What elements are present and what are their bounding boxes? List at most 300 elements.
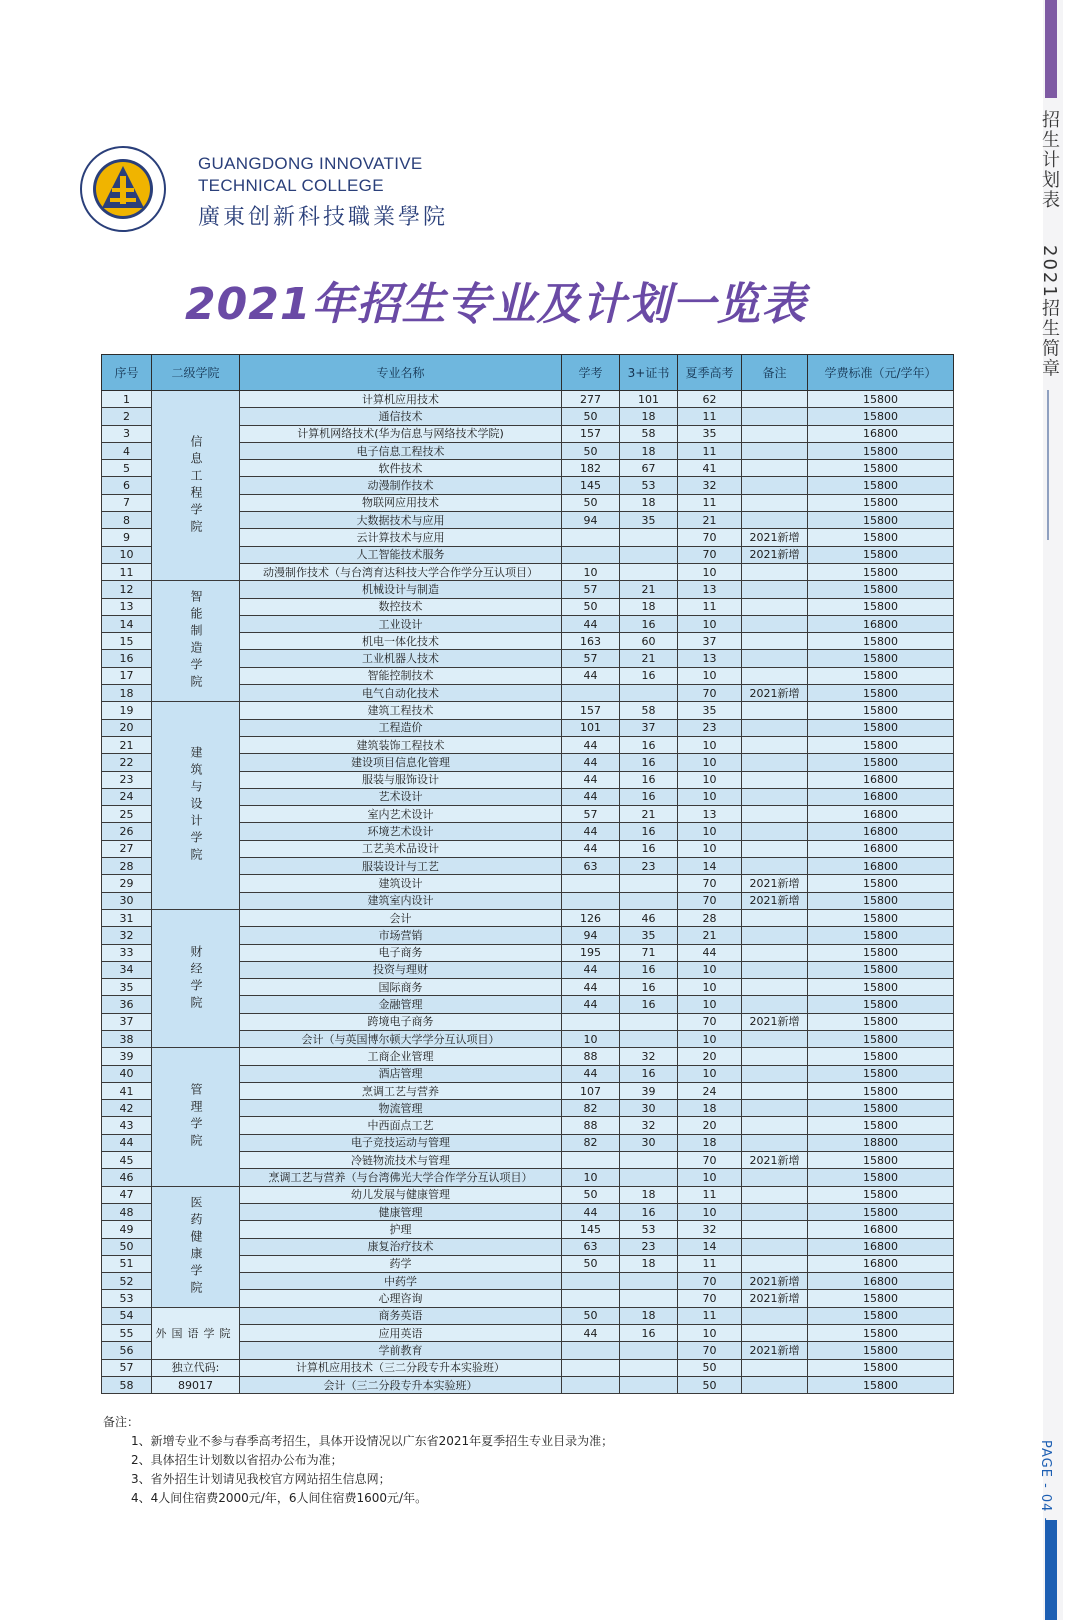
summer-count: 50	[678, 1359, 742, 1376]
row-index: 45	[102, 1152, 152, 1169]
row-index: 32	[102, 927, 152, 944]
cert-count: 60	[620, 633, 678, 650]
tuition: 18800	[808, 1134, 954, 1151]
cert-count: 18	[620, 408, 678, 425]
remark	[742, 1359, 808, 1376]
major-name: 学前教育	[240, 1342, 562, 1359]
major-name: 工程造价	[240, 719, 562, 736]
row-index: 28	[102, 858, 152, 875]
row-index: 35	[102, 979, 152, 996]
cert-count	[620, 892, 678, 909]
summer-count: 44	[678, 944, 742, 961]
side-accent-bar-top	[1045, 0, 1057, 98]
row-index: 20	[102, 719, 152, 736]
major-name: 建筑装饰工程技术	[240, 736, 562, 753]
major-name: 健康管理	[240, 1203, 562, 1220]
cert-count: 53	[620, 477, 678, 494]
row-index: 36	[102, 996, 152, 1013]
major-name: 物流管理	[240, 1100, 562, 1117]
xuekao-count	[562, 1013, 620, 1030]
row-index: 7	[102, 494, 152, 511]
remark	[742, 1221, 808, 1238]
xuekao-count	[562, 1376, 620, 1393]
cert-count	[620, 875, 678, 892]
tuition: 15800	[808, 512, 954, 529]
xuekao-count: 44	[562, 823, 620, 840]
cert-count: 18	[620, 598, 678, 615]
row-index: 29	[102, 875, 152, 892]
side-title-plan: 招生计划表	[1039, 110, 1060, 210]
tuition: 15800	[808, 685, 954, 702]
row-index: 40	[102, 1065, 152, 1082]
remark	[742, 1203, 808, 1220]
major-name: 智能控制技术	[240, 667, 562, 684]
xuekao-count: 44	[562, 788, 620, 805]
summer-count: 20	[678, 1117, 742, 1134]
cert-count	[620, 1342, 678, 1359]
major-name: 应用英语	[240, 1325, 562, 1342]
enrollment-plan-table	[101, 354, 954, 1394]
tuition: 15800	[808, 996, 954, 1013]
xuekao-count: 57	[562, 650, 620, 667]
xuekao-count: 44	[562, 667, 620, 684]
remark	[742, 754, 808, 771]
tuition: 15800	[808, 1325, 954, 1342]
cert-count: 23	[620, 1238, 678, 1255]
row-index: 49	[102, 1221, 152, 1238]
table-row	[102, 391, 954, 408]
major-name: 计算机应用技术	[240, 391, 562, 408]
major-name: 会计（与英国博尔顿大学学分互认项目）	[240, 1030, 562, 1047]
remark	[742, 788, 808, 805]
row-index: 14	[102, 615, 152, 632]
xuekao-count	[562, 1342, 620, 1359]
xuekao-count	[562, 529, 620, 546]
summer-count: 70	[678, 1290, 742, 1307]
xuekao-count: 44	[562, 961, 620, 978]
xuekao-count: 57	[562, 806, 620, 823]
remark	[742, 512, 808, 529]
summer-count: 10	[678, 615, 742, 632]
xuekao-count: 63	[562, 858, 620, 875]
row-index: 17	[102, 667, 152, 684]
summer-count: 23	[678, 719, 742, 736]
remark	[742, 391, 808, 408]
row-index: 10	[102, 546, 152, 563]
notes-title: 备注：	[103, 1415, 140, 1429]
header-tuition: 学费标准（元/学年）	[808, 355, 954, 391]
cert-count: 53	[620, 1221, 678, 1238]
college-name-cn: 廣東创新科技職業學院	[198, 205, 449, 230]
summer-count: 10	[678, 1203, 742, 1220]
major-name: 酒店管理	[240, 1065, 562, 1082]
major-name: 药学	[240, 1255, 562, 1272]
row-index: 6	[102, 477, 152, 494]
cert-count: 16	[620, 1325, 678, 1342]
cert-count	[620, 1376, 678, 1393]
remark	[742, 425, 808, 442]
summer-count: 18	[678, 1134, 742, 1151]
major-name: 会计	[240, 909, 562, 926]
summer-count: 70	[678, 529, 742, 546]
code-value: 89017	[152, 1376, 240, 1393]
row-index: 37	[102, 1013, 152, 1030]
cert-count	[620, 685, 678, 702]
row-index: 18	[102, 685, 152, 702]
major-name: 数控技术	[240, 598, 562, 615]
major-name: 机械设计与制造	[240, 581, 562, 598]
major-name: 会计（三二分段专升本实验班）	[240, 1376, 562, 1393]
remark	[742, 442, 808, 459]
summer-count: 11	[678, 494, 742, 511]
summer-count: 13	[678, 650, 742, 667]
cert-count: 16	[620, 1065, 678, 1082]
tuition: 15800	[808, 1013, 954, 1030]
college-name: 信息工程学院	[152, 391, 240, 581]
row-index: 22	[102, 754, 152, 771]
cert-count: 16	[620, 771, 678, 788]
cert-count: 21	[620, 581, 678, 598]
table-row	[102, 909, 954, 926]
summer-count: 70	[678, 685, 742, 702]
summer-count: 10	[678, 736, 742, 753]
remark	[742, 719, 808, 736]
xuekao-count: 50	[562, 442, 620, 459]
row-index: 43	[102, 1117, 152, 1134]
cert-count: 18	[620, 1186, 678, 1203]
row-index: 58	[102, 1376, 152, 1393]
row-index: 47	[102, 1186, 152, 1203]
tuition: 15800	[808, 581, 954, 598]
cert-count: 16	[620, 736, 678, 753]
cert-count	[620, 1030, 678, 1047]
remark	[742, 1255, 808, 1272]
summer-count: 10	[678, 1065, 742, 1082]
cert-count: 35	[620, 512, 678, 529]
row-index: 9	[102, 529, 152, 546]
summer-count: 35	[678, 425, 742, 442]
cert-count: 46	[620, 909, 678, 926]
major-name: 物联网应用技术	[240, 494, 562, 511]
cert-count	[620, 529, 678, 546]
side-accent-bar-bottom	[1045, 1520, 1057, 1620]
major-name: 动漫制作技术	[240, 477, 562, 494]
summer-count: 10	[678, 788, 742, 805]
tuition: 15800	[808, 667, 954, 684]
row-index: 30	[102, 892, 152, 909]
table-row	[102, 1376, 954, 1393]
xuekao-count: 44	[562, 1065, 620, 1082]
summer-count: 24	[678, 1082, 742, 1099]
major-name: 康复治疗技术	[240, 1238, 562, 1255]
page-number: PAGE - 04 -	[1038, 1440, 1053, 1524]
row-index: 54	[102, 1307, 152, 1324]
cert-count: 16	[620, 1203, 678, 1220]
row-index: 16	[102, 650, 152, 667]
xuekao-count: 145	[562, 1221, 620, 1238]
summer-count: 11	[678, 1186, 742, 1203]
table-header-row	[102, 355, 954, 391]
xuekao-count: 50	[562, 1255, 620, 1272]
xuekao-count: 44	[562, 1325, 620, 1342]
tuition: 15800	[808, 546, 954, 563]
remark	[742, 633, 808, 650]
summer-count: 10	[678, 754, 742, 771]
major-name: 商务英语	[240, 1307, 562, 1324]
tuition: 15800	[808, 1117, 954, 1134]
row-index: 56	[102, 1342, 152, 1359]
major-name: 市场营销	[240, 927, 562, 944]
major-name: 中药学	[240, 1273, 562, 1290]
major-name: 电子竞技运动与管理	[240, 1134, 562, 1151]
header-remark: 备注	[742, 355, 808, 391]
row-index: 55	[102, 1325, 152, 1342]
cert-count: 30	[620, 1134, 678, 1151]
tuition: 16800	[808, 1238, 954, 1255]
xuekao-count	[562, 1359, 620, 1376]
cert-count: 18	[620, 1255, 678, 1272]
remark: 2021新增	[742, 1273, 808, 1290]
remark	[742, 650, 808, 667]
college-name: 医药健康学院	[152, 1186, 240, 1307]
tuition: 16800	[808, 806, 954, 823]
summer-count: 11	[678, 1307, 742, 1324]
remark	[742, 581, 808, 598]
cert-count: 16	[620, 840, 678, 857]
xuekao-count: 101	[562, 719, 620, 736]
remark	[742, 460, 808, 477]
remark	[742, 858, 808, 875]
remark	[742, 823, 808, 840]
tuition: 15800	[808, 460, 954, 477]
cert-count: 16	[620, 667, 678, 684]
xuekao-count: 44	[562, 840, 620, 857]
xuekao-count: 82	[562, 1134, 620, 1151]
remark: 2021新增	[742, 1152, 808, 1169]
summer-count: 13	[678, 806, 742, 823]
row-index: 15	[102, 633, 152, 650]
tuition: 15800	[808, 633, 954, 650]
row-index: 39	[102, 1048, 152, 1065]
xuekao-count: 10	[562, 563, 620, 580]
tuition: 15800	[808, 719, 954, 736]
row-index: 5	[102, 460, 152, 477]
major-name: 冷链物流技术与管理	[240, 1152, 562, 1169]
major-name: 电子信息工程技术	[240, 442, 562, 459]
tuition: 15800	[808, 944, 954, 961]
xuekao-count: 145	[562, 477, 620, 494]
cert-count: 35	[620, 927, 678, 944]
cert-count: 21	[620, 806, 678, 823]
row-index: 53	[102, 1290, 152, 1307]
major-name: 环境艺术设计	[240, 823, 562, 840]
remark	[742, 1376, 808, 1393]
cert-count: 16	[620, 823, 678, 840]
summer-count: 18	[678, 1100, 742, 1117]
cert-count: 16	[620, 754, 678, 771]
remark	[742, 1030, 808, 1047]
row-index: 51	[102, 1255, 152, 1272]
cert-count: 18	[620, 1307, 678, 1324]
summer-count: 10	[678, 1169, 742, 1186]
row-index: 3	[102, 425, 152, 442]
major-name: 中西面点工艺	[240, 1117, 562, 1134]
remark	[742, 1169, 808, 1186]
row-index: 50	[102, 1238, 152, 1255]
summer-count: 37	[678, 633, 742, 650]
major-name: 幼儿发展与健康管理	[240, 1186, 562, 1203]
major-name: 服装设计与工艺	[240, 858, 562, 875]
major-name: 国际商务	[240, 979, 562, 996]
summer-count: 70	[678, 875, 742, 892]
row-index: 25	[102, 806, 152, 823]
tuition: 15800	[808, 1376, 954, 1393]
tuition: 15800	[808, 563, 954, 580]
xuekao-count: 44	[562, 771, 620, 788]
remark	[742, 961, 808, 978]
xuekao-count: 126	[562, 909, 620, 926]
tuition: 15800	[808, 909, 954, 926]
note-item: 1、新增专业不参与春季高考招生，具体开设情况以广东省2021年夏季招生专业目录为准；	[131, 1434, 614, 1448]
cert-count: 101	[620, 391, 678, 408]
major-name: 跨境电子商务	[240, 1013, 562, 1030]
summer-count: 14	[678, 858, 742, 875]
page-title: 2021年招生专业及计划一览表	[185, 279, 807, 330]
remark	[742, 806, 808, 823]
summer-count: 32	[678, 1221, 742, 1238]
remark	[742, 494, 808, 511]
summer-count: 35	[678, 702, 742, 719]
xuekao-count: 107	[562, 1082, 620, 1099]
xuekao-count: 50	[562, 494, 620, 511]
cert-count: 18	[620, 494, 678, 511]
major-name: 工艺美术品设计	[240, 840, 562, 857]
remark	[742, 1134, 808, 1151]
note-item: 3、省外招生计划请见我校官方网站招生信息网；	[131, 1472, 391, 1486]
summer-count: 10	[678, 667, 742, 684]
summer-count: 62	[678, 391, 742, 408]
remark	[742, 702, 808, 719]
xuekao-count	[562, 685, 620, 702]
xuekao-count	[562, 875, 620, 892]
tuition: 15800	[808, 736, 954, 753]
summer-count: 10	[678, 996, 742, 1013]
xuekao-count: 50	[562, 1186, 620, 1203]
tuition: 16800	[808, 425, 954, 442]
major-name: 软件技术	[240, 460, 562, 477]
tuition: 15800	[808, 875, 954, 892]
tuition: 15800	[808, 408, 954, 425]
summer-count: 10	[678, 823, 742, 840]
row-index: 31	[102, 909, 152, 926]
xuekao-count: 195	[562, 944, 620, 961]
remark: 2021新增	[742, 875, 808, 892]
major-name: 工业设计	[240, 615, 562, 632]
summer-count: 20	[678, 1048, 742, 1065]
cert-count	[620, 546, 678, 563]
tuition: 15800	[808, 1082, 954, 1099]
xuekao-count: 88	[562, 1117, 620, 1134]
xuekao-count: 63	[562, 1238, 620, 1255]
xuekao-count: 44	[562, 996, 620, 1013]
remark	[742, 944, 808, 961]
xuekao-count: 44	[562, 615, 620, 632]
row-index: 52	[102, 1273, 152, 1290]
row-index: 23	[102, 771, 152, 788]
xuekao-count: 50	[562, 408, 620, 425]
xuekao-count	[562, 892, 620, 909]
tuition: 16800	[808, 823, 954, 840]
summer-count: 10	[678, 979, 742, 996]
tuition: 15800	[808, 1359, 954, 1376]
cert-count: 16	[620, 788, 678, 805]
tuition: 15800	[808, 1290, 954, 1307]
row-index: 42	[102, 1100, 152, 1117]
cert-count: 39	[620, 1082, 678, 1099]
xuekao-count	[562, 546, 620, 563]
row-index: 4	[102, 442, 152, 459]
tuition: 15800	[808, 1030, 954, 1047]
xuekao-count: 44	[562, 754, 620, 771]
remark	[742, 477, 808, 494]
remark: 2021新增	[742, 529, 808, 546]
table-row	[102, 1307, 954, 1324]
note-item: 4、4人间住宿费2000元/年，6人间住宿费1600元/年。	[131, 1491, 428, 1505]
major-name: 电气自动化技术	[240, 685, 562, 702]
tuition: 15800	[808, 927, 954, 944]
cert-count	[620, 1290, 678, 1307]
remark	[742, 996, 808, 1013]
major-name: 烹调工艺与营养	[240, 1082, 562, 1099]
cert-count: 23	[620, 858, 678, 875]
remark: 2021新增	[742, 546, 808, 563]
remark	[742, 840, 808, 857]
cert-count: 58	[620, 702, 678, 719]
xuekao-count: 50	[562, 1307, 620, 1324]
header-major: 专业名称	[240, 355, 562, 391]
header-college: 二级学院	[152, 355, 240, 391]
xuekao-count: 163	[562, 633, 620, 650]
remark	[742, 1238, 808, 1255]
notes-section	[103, 1413, 613, 1508]
remark	[742, 1065, 808, 1082]
remark	[742, 615, 808, 632]
cert-count: 67	[620, 460, 678, 477]
xuekao-count: 157	[562, 702, 620, 719]
tuition: 16800	[808, 858, 954, 875]
tuition: 15800	[808, 892, 954, 909]
summer-count: 70	[678, 1013, 742, 1030]
summer-count: 13	[678, 581, 742, 598]
summer-count: 28	[678, 909, 742, 926]
remark	[742, 1307, 808, 1324]
table-row	[102, 1359, 954, 1376]
major-name: 烹调工艺与营养（与台湾佛光大学合作学分互认项目）	[240, 1169, 562, 1186]
cert-count: 16	[620, 961, 678, 978]
college-name: 建筑与设计学院	[152, 702, 240, 910]
remark	[742, 1186, 808, 1203]
major-name: 通信技术	[240, 408, 562, 425]
tuition: 15800	[808, 979, 954, 996]
xuekao-count: 50	[562, 598, 620, 615]
remark	[742, 1117, 808, 1134]
remark: 2021新增	[742, 892, 808, 909]
xuekao-count: 94	[562, 512, 620, 529]
xuekao-count: 94	[562, 927, 620, 944]
major-name: 建筑工程技术	[240, 702, 562, 719]
tuition: 15800	[808, 754, 954, 771]
tuition: 15800	[808, 1048, 954, 1065]
